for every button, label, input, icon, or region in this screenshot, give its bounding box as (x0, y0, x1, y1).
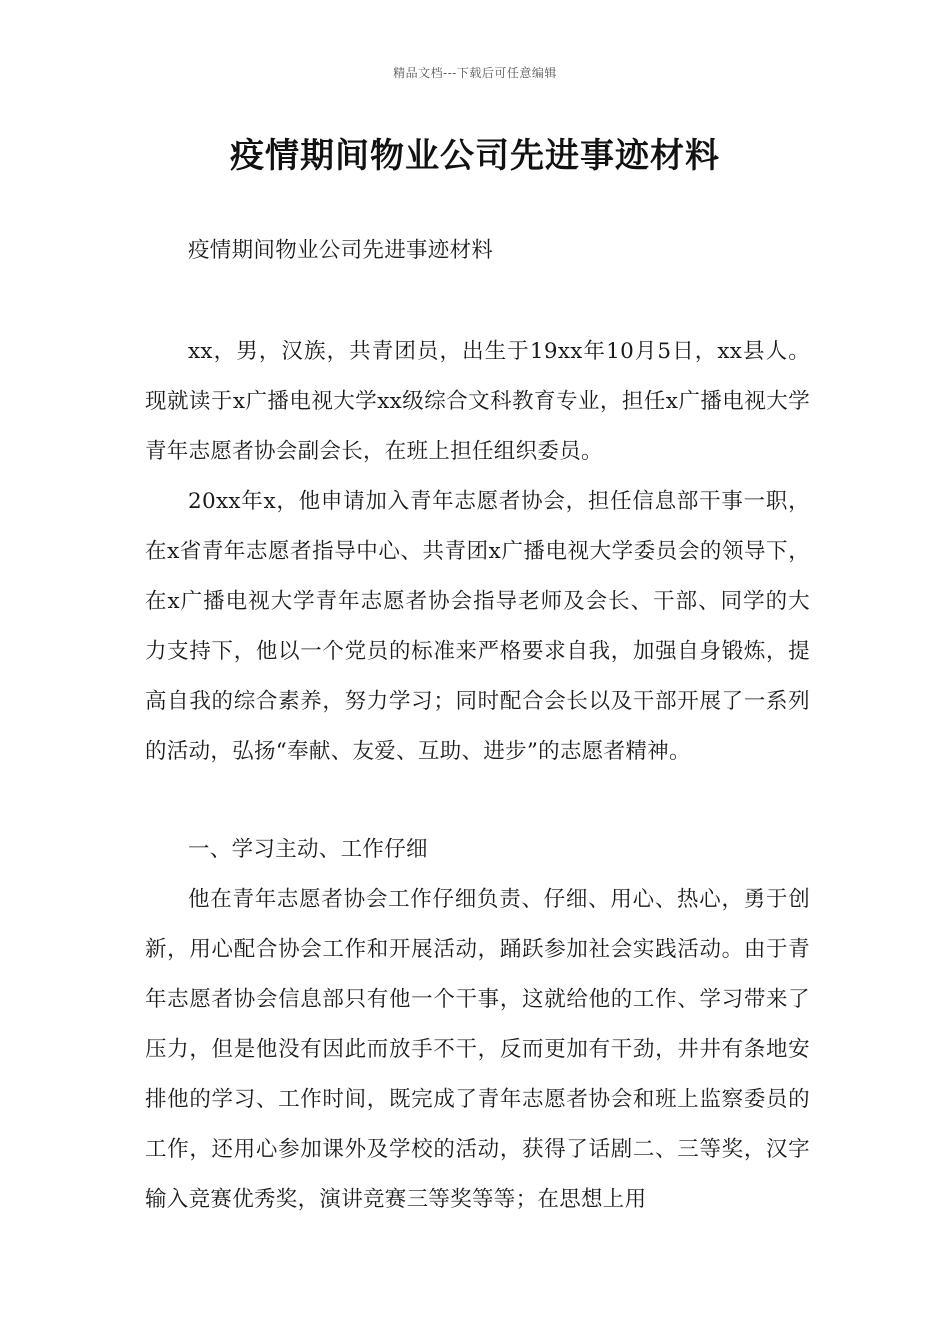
section-paragraph: 他在青年志愿者协会工作仔细负责、仔细、用心、热心，勇于创新，用心配合协会工作和开展活动，踊跃参加社会实践活动。由于青年志愿者协会信息部只有他一个干事，这就给他的工作、学习带来了压力，但是他没有因此而放手不干，反而更加有干劲，井井有条地安排他的学习、工作时间，既完成了青年志愿者协会和班上监察委员的工作，还用心参加课外及学校的活动，获得了话剧二、三等奖，汉字输入竞赛优秀奖，演讲竞赛三等奖等等；在思想上用 (145, 887, 810, 1212)
document-subtitle: 疫情期间物业公司先进事迹材料 (188, 238, 494, 263)
section-heading: 一、学习主动、工作仔细 (188, 837, 428, 862)
document-title: 疫情期间物业公司先进事迹材料 (230, 136, 720, 176)
paragraph-volunteer: 20xx年x，他申请加入青年志愿者协会，担任信息部干事一职，在x省青年志愿者指导中心、共青团x广播电视大学委员会的领导下，在x广播电视大学青年志愿者协会指导老师及会长、干部、同学的大力支持下，他以一个党员的标准来严格要求自我，加强自身锻炼，提高自我的综合素养，努力学习；同时配合会长以及干部开展了一系列的活动，弘扬“奉献、友爱、互助、进步”的志愿者精神。 (145, 489, 810, 764)
paragraph-intro: xx，男，汉族，共青团员，出生于19xx年10月5日，xx县人。现就读于x广播电视大学xx级综合文科教育专业，担任x广播电视大学青年志愿者协会副会长，在班上担任组织委员。 (145, 339, 810, 464)
header-note: 精品文档---下载后可任意编辑 (393, 66, 557, 80)
